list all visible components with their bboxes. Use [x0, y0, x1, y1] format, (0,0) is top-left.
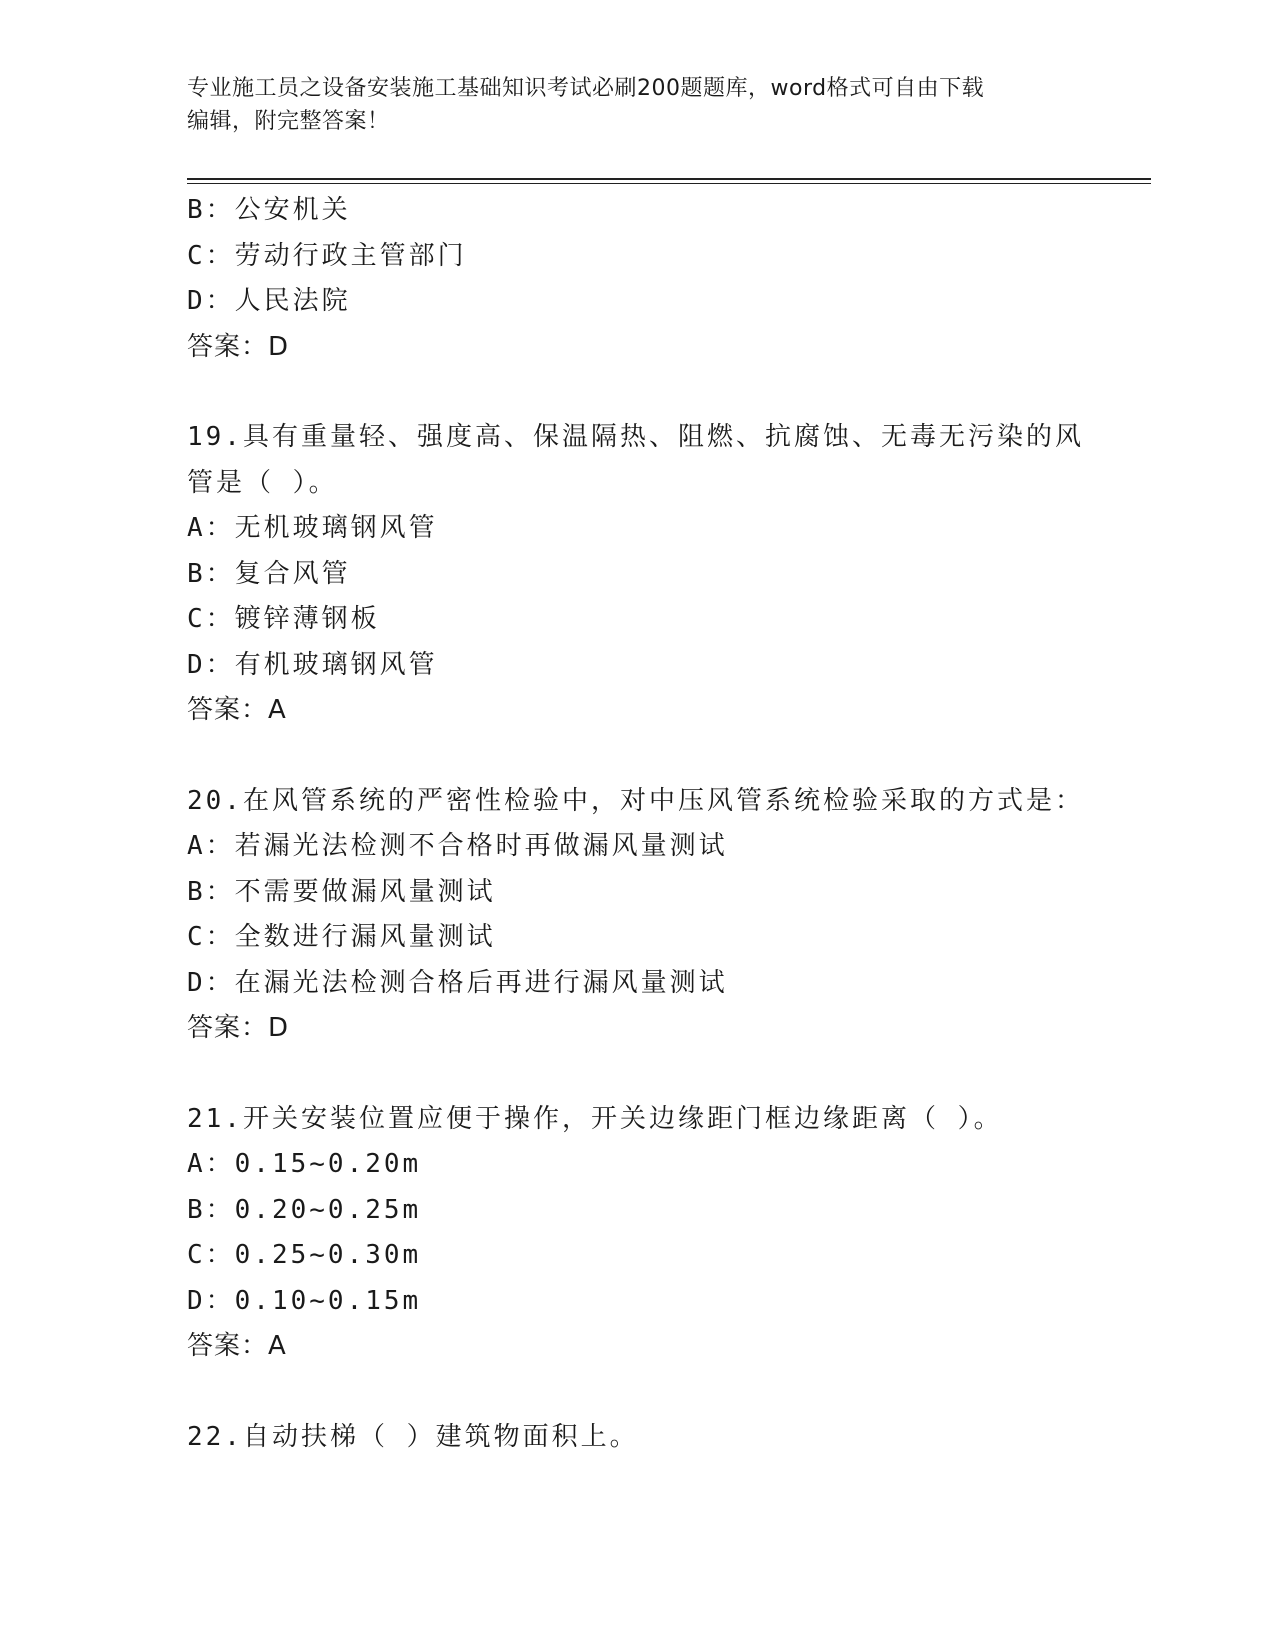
option-b: B：不需要做漏风量测试	[187, 876, 496, 907]
option-c: C：全数进行漏风量测试	[187, 922, 496, 952]
question-22	[187, 1415, 1147, 1461]
option-a: A：若漏光法检测不合格时再做漏风量测试	[187, 831, 728, 861]
document-header	[187, 72, 1087, 138]
header-divider-thin	[187, 183, 1151, 184]
answer-line: 答案：D	[187, 331, 290, 362]
answer-line: 答案：A	[187, 695, 287, 725]
question-list	[187, 188, 1147, 1460]
answer-line: 答案：A	[187, 1331, 287, 1361]
question-stem-continued: 管是（ ）。	[187, 467, 338, 498]
option-c: C：0.25~0.30m	[187, 1240, 422, 1270]
option-d: D：人民法院	[187, 286, 351, 316]
question-stem: 20.在风管系统的严密性检验中，对中压风管系统检验采取的方式是：	[187, 785, 1084, 816]
question-spacer	[187, 1052, 1147, 1097]
option-b: B：公安机关	[187, 195, 351, 225]
question-19	[187, 415, 1147, 734]
option-c: C：镀锌薄钢板	[187, 604, 380, 634]
option-c: C：劳动行政主管部门	[187, 240, 467, 271]
option-b: B：0.20~0.25m	[187, 1194, 422, 1225]
question-spacer	[187, 734, 1147, 779]
option-b: B：复合风管	[187, 558, 351, 589]
question-18	[187, 188, 1147, 370]
option-a: A：无机玻璃钢风管	[187, 513, 438, 543]
option-d: D：有机玻璃钢风管	[187, 649, 438, 680]
question-spacer	[187, 1370, 1147, 1415]
question-20	[187, 779, 1147, 1052]
question-spacer	[187, 370, 1147, 415]
option-d: D：0.10~0.15m	[187, 1285, 422, 1316]
option-d: D：在漏光法检测合格后再进行漏风量测试	[187, 967, 728, 998]
header-line-2: 编辑，附完整答案！	[187, 109, 390, 134]
question-stem: 21.开关安装位置应便于操作，开关边缘距门框边缘距离（ ）。	[187, 1103, 1003, 1134]
question-21	[187, 1097, 1147, 1370]
answer-line: 答案：D	[187, 1013, 290, 1043]
question-stem: 22.自动扶梯（ ）建筑物面积上。	[187, 1421, 639, 1452]
header-line-1: 专业施工员之设备安装施工基础知识考试必刷200题题库，word格式可自由下载	[187, 76, 985, 101]
question-stem: 19.具有重量轻、强度高、保温隔热、阻燃、抗腐蚀、无毒无污染的风	[187, 422, 1084, 452]
option-a: A：0.15~0.20m	[187, 1149, 422, 1179]
header-divider-thick	[187, 178, 1151, 180]
